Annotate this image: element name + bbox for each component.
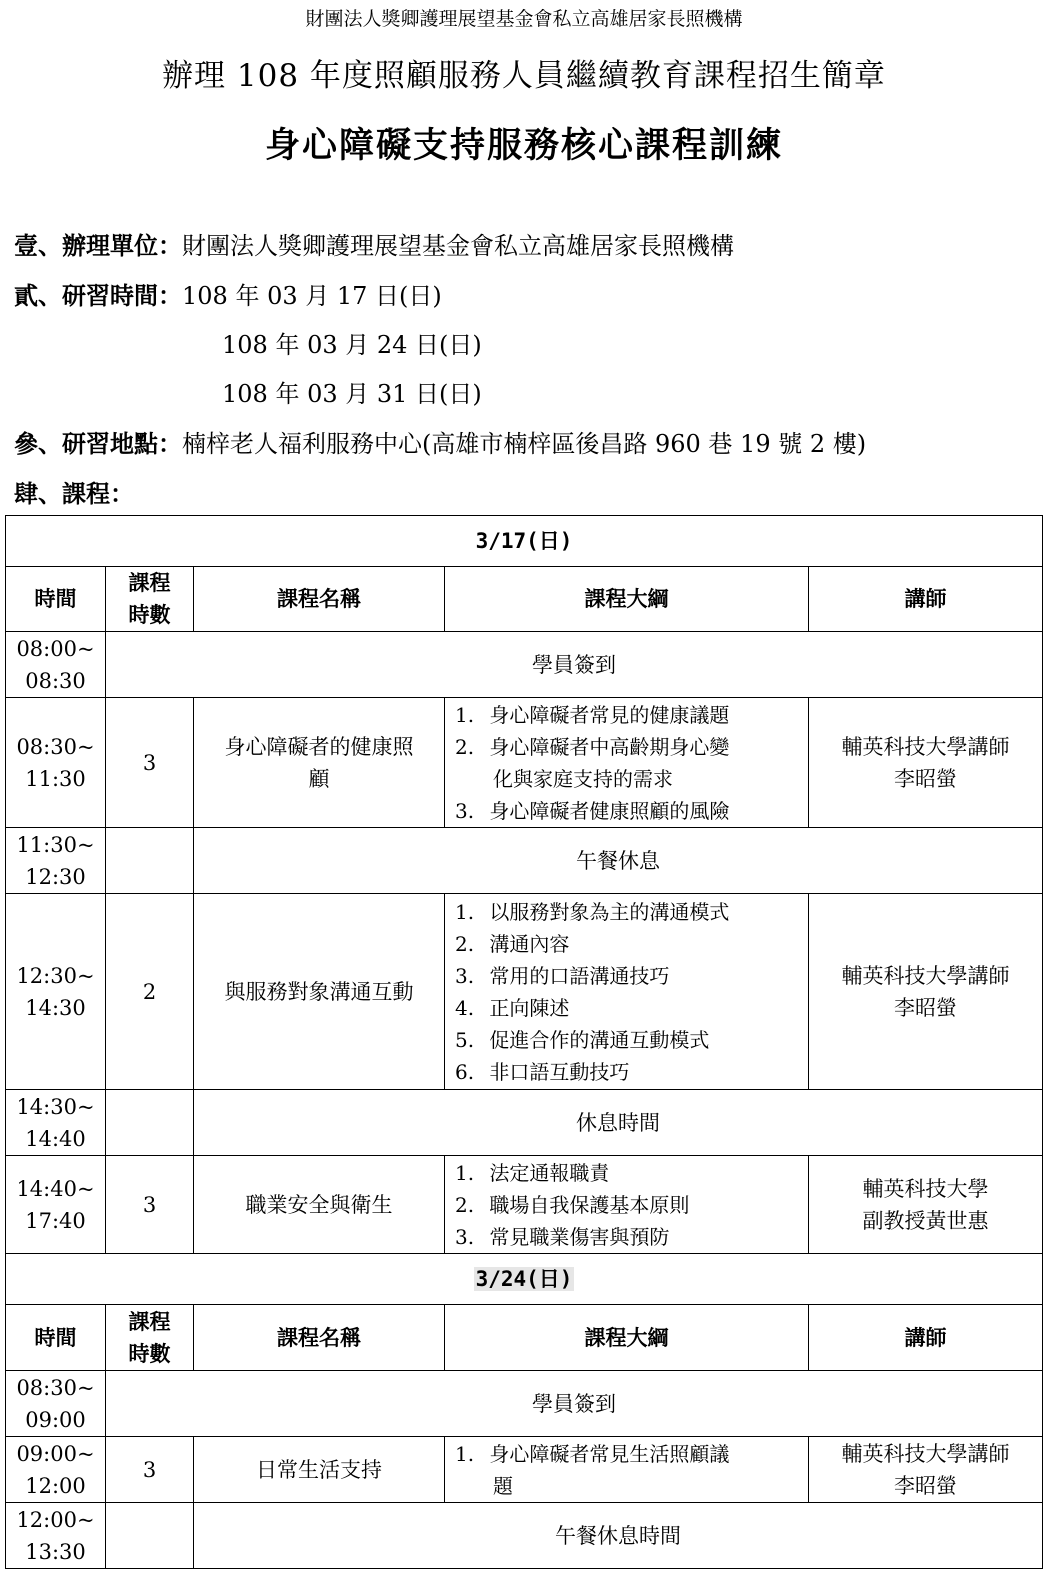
- lecturer-cell: 輔英科技大學講師 李昭螢: [809, 894, 1043, 1090]
- section-date-3: 108 年 03 月 31 日(日): [222, 380, 482, 408]
- time-cell: 08:30~ 09:00: [6, 1371, 106, 1437]
- col-header-time: 時間: [6, 567, 106, 632]
- hours-cell: [106, 1503, 194, 1569]
- col-header-lecturer: 講師: [809, 567, 1043, 632]
- activity-cell: 休息時間: [194, 1090, 1043, 1156]
- section-organizer-value: 財團法人獎卿護理展望基金會私立高雄居家長照機構: [182, 232, 734, 260]
- col-header-lecturer: 講師: [809, 1305, 1043, 1371]
- section-location: [14, 424, 866, 459]
- time-cell: 11:30~ 12:30: [6, 828, 106, 894]
- table-row: [6, 1437, 1043, 1503]
- section-courses: [14, 474, 134, 509]
- table-row: [6, 1371, 1043, 1437]
- section-dates-label: 貳、研習時間：: [14, 281, 182, 310]
- time-cell: 14:30~ 14:40: [6, 1090, 106, 1156]
- section-organizer: [14, 226, 734, 261]
- document-title: 辦理 108 年度照顧服務人員繼續教育課程招生簡章: [162, 58, 886, 94]
- document-subtitle: 身心障礙支持服務核心課程訓練: [264, 125, 783, 166]
- hours-cell: [106, 1090, 194, 1156]
- day-header-row: [6, 1254, 1043, 1305]
- table-row: [6, 828, 1043, 894]
- hours-cell: 2: [106, 894, 194, 1090]
- activity-cell: 午餐休息時間: [194, 1503, 1043, 1569]
- col-header-hours: 課程 時數: [106, 567, 194, 632]
- table-row: [6, 698, 1043, 828]
- time-cell: 08:00~ 08:30: [6, 632, 106, 698]
- section-dates: [14, 276, 442, 311]
- table-row: [6, 894, 1043, 1090]
- table-row: [6, 1090, 1043, 1156]
- activity-cell: 學員簽到: [106, 1371, 1043, 1437]
- hours-cell: 3: [106, 1156, 194, 1254]
- hours-cell: [106, 828, 194, 894]
- day-date: [6, 516, 1043, 567]
- col-header-outline: 課程大綱: [445, 1305, 809, 1371]
- col-header-time: 時間: [6, 1305, 106, 1371]
- course-name-cell: 職業安全與衛生: [194, 1156, 445, 1254]
- course-outline-cell: 1. 法定通報職責 2. 職場自我保護基本原則 3. 常見職業傷害與預防: [445, 1156, 809, 1254]
- course-name-cell: 身心障礙者的健康照 顧: [194, 698, 445, 828]
- col-header-name: 課程名稱: [194, 567, 445, 632]
- course-name-cell: 日常生活支持: [194, 1437, 445, 1503]
- section-date-1: 108 年 03 月 17 日(日): [182, 282, 442, 310]
- table-header-row: [6, 1305, 1043, 1371]
- section-courses-label: 肆、課程：: [14, 479, 134, 508]
- table-row: [6, 1503, 1043, 1569]
- course-outline-cell: 1. 以服務對象為主的溝通模式 2. 溝通內容 3. 常用的口語溝通技巧 4. 正向陳述 5. 促進合作的溝通互動模式 6. 非口語互動技巧: [445, 894, 809, 1090]
- col-header-hours: 課程 時數: [106, 1305, 194, 1371]
- section-date-2: 108 年 03 月 24 日(日): [222, 331, 482, 359]
- day-date-label: 3/17(日): [475, 529, 573, 553]
- header-organization: 財團法人獎卿護理展望基金會私立高雄居家長照機構: [305, 8, 743, 30]
- table-header-row: [6, 567, 1043, 632]
- lecturer-cell: 輔英科技大學 副教授黃世惠: [809, 1156, 1043, 1254]
- table-row: [6, 1156, 1043, 1254]
- day-date: [6, 1254, 1043, 1305]
- day-header-row: [6, 516, 1043, 567]
- col-header-name: 課程名稱: [194, 1305, 445, 1371]
- day-date-label: 3/24(日): [475, 1267, 573, 1291]
- time-cell: 12:30~ 14:30: [6, 894, 106, 1090]
- course-outline-cell: 1. 身心障礙者常見的健康議題 2. 身心障礙者中高齡期身心變 化與家庭支持的需求 3. 身心障礙者健康照顧的風險: [445, 698, 809, 828]
- time-cell: 12:00~ 13:30: [6, 1503, 106, 1569]
- section-organizer-label: 壹、辦理單位：: [14, 231, 182, 260]
- hours-cell: 3: [106, 1437, 194, 1503]
- section-location-label: 參、研習地點：: [14, 429, 182, 458]
- time-cell: 09:00~ 12:00: [6, 1437, 106, 1503]
- hours-cell: 3: [106, 698, 194, 828]
- activity-cell: 午餐休息: [194, 828, 1043, 894]
- activity-cell: 學員簽到: [106, 632, 1043, 698]
- col-header-outline: 課程大綱: [445, 567, 809, 632]
- lecturer-cell: 輔英科技大學講師 李昭螢: [809, 1437, 1043, 1503]
- time-cell: 14:40~ 17:40: [6, 1156, 106, 1254]
- course-outline-cell: 1. 身心障礙者常見生活照顧議 題: [445, 1437, 809, 1503]
- course-schedule-table: [5, 515, 1043, 1569]
- table-row: [6, 632, 1043, 698]
- section-location-value: 楠梓老人福利服務中心(高雄市楠梓區後昌路 960 巷 19 號 2 樓): [182, 430, 867, 458]
- course-name-cell: 與服務對象溝通互動: [194, 894, 445, 1090]
- time-cell: 08:30~ 11:30: [6, 698, 106, 828]
- lecturer-cell: 輔英科技大學講師 李昭螢: [809, 698, 1043, 828]
